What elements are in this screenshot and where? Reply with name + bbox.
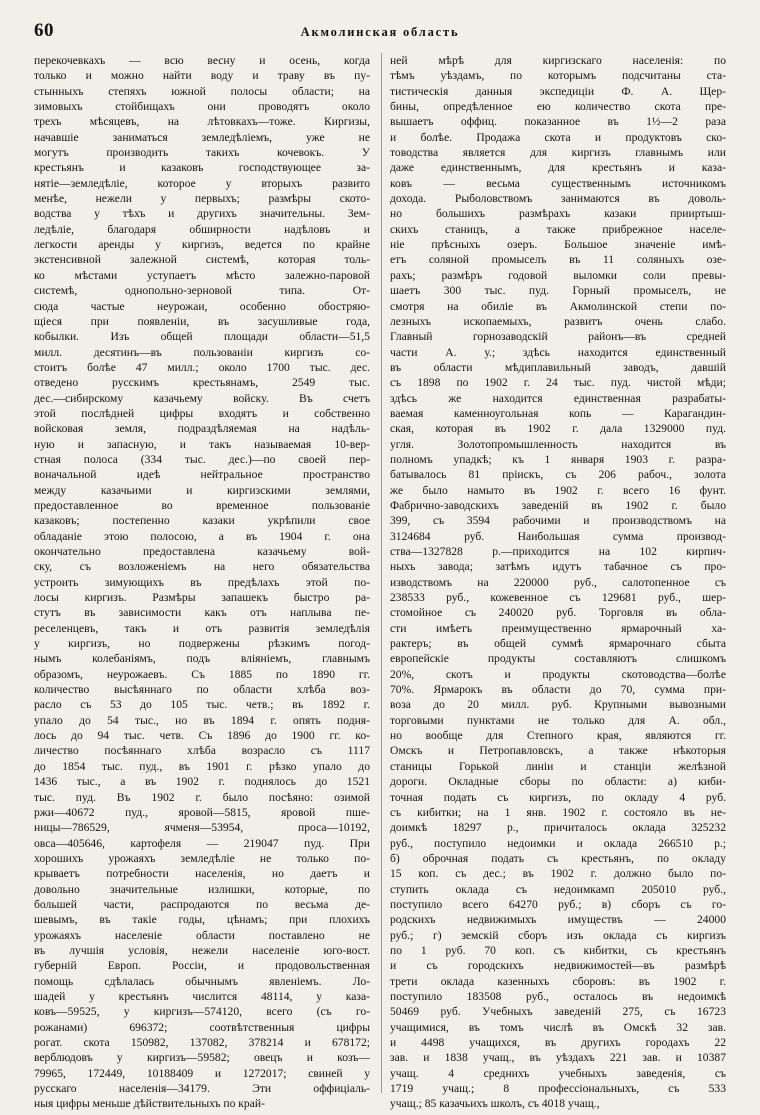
text-line: милл. десятинъ—въ пользованіи киргизъ со- bbox=[34, 345, 370, 359]
text-line: ледѣліе, благодаря обширности надѣловъ и bbox=[34, 222, 370, 236]
text-line: лезныхъ ископаемыхъ, развитъ очень слабо. bbox=[390, 314, 726, 328]
text-line: торговыми пунктами не только для А. обл., bbox=[390, 713, 726, 727]
text-line: тистическія данныя экспедиціи Ф. А. Щер- bbox=[390, 84, 726, 98]
text-line: поступило 183508 руб., осталось въ недоимкѣ bbox=[390, 989, 726, 1003]
text-line: менѣе, нежели у первыхъ; размѣры ското- bbox=[34, 192, 370, 206]
text-line: рактеръ; въ общей суммѣ ярмарочнаго сбыта bbox=[390, 637, 726, 651]
text-line: дороги. Окладные сборы по области: а) киби- bbox=[390, 775, 726, 789]
text-line: этой послѣдней цифры входятъ и собственно bbox=[34, 406, 370, 420]
text-line: верблюдовъ у киргизъ—59582; овецъ и козъ— bbox=[34, 1051, 370, 1065]
text-line: ская, которая въ 1902 г. дала 1329000 пуд. bbox=[390, 422, 726, 436]
text-line: 238533 руб., кожевенное съ 129681 руб., шер- bbox=[390, 591, 726, 605]
text-line: поступило всего 64270 руб.; в) сборъ съ го- bbox=[390, 897, 726, 911]
text-line: товодства является для киргизъ главнымъ или bbox=[390, 146, 726, 160]
text-line: перекочевкахъ — всю весну и осень, когда bbox=[34, 54, 370, 67]
text-line: казаковъ; постепенно казаки укрѣпили свое bbox=[34, 514, 370, 528]
text-line: въ лучшія условія, нежели населеніе юго-вост. bbox=[34, 943, 370, 957]
text-line: Омскъ и Петропавловскъ, а также нѣкоторыя bbox=[390, 744, 726, 758]
text-line: же было намыто въ 1902 г. всего 16 фунт. bbox=[390, 483, 726, 497]
text-line: ковъ—59525, у киргизъ—574120, всего (съ го- bbox=[34, 1005, 370, 1019]
text-line: зимовыхъ стойбищахъ они проводятъ около bbox=[34, 100, 370, 114]
text-line: и болѣе. Продажа скота и продуктовъ ско- bbox=[390, 130, 726, 144]
text-line: упало до 54 тыс., но въ 1894 г. опять подня- bbox=[34, 713, 370, 727]
text-line: только и можно найти воду и траву въ пу- bbox=[34, 69, 370, 83]
text-line: предоставленное во временное пользованіе bbox=[34, 498, 370, 512]
page-header bbox=[34, 20, 726, 46]
text-line: стутъ въ зависимости какъ отъ наплыва пе- bbox=[34, 606, 370, 620]
text-line: 3124684 руб. Наибольшая сумма производ- bbox=[390, 529, 726, 543]
left-text-column bbox=[34, 53, 370, 1112]
text-line: нятіе—земледѣліе, которое у вторыхъ развито bbox=[34, 176, 370, 190]
column-divider bbox=[381, 53, 382, 1093]
text-line: зав. и 1838 учащ., въ уѣздахъ 221 зав. и 10387 bbox=[390, 1051, 726, 1065]
text-line: но вообще для Степного края, являются гг. bbox=[390, 729, 726, 743]
text-line: шаетъ 300 тыс. пуд. Горный промыселъ, не bbox=[390, 284, 726, 298]
text-line: дохода. Рыболовствомъ занимаются въ доволь- bbox=[390, 192, 726, 206]
text-line: 50469 руб. Учебныхъ заведеній 275, съ 16723 bbox=[390, 1005, 726, 1019]
text-line: рогат. скота 150982, 137082, 378214 и 678172; bbox=[34, 1036, 370, 1049]
text-line: лось до 94 тыс. четв. Съ 1896 до 1900 гг. ко- bbox=[34, 729, 370, 743]
text-line: доимкѣ 18297 р., причиталось оклада 325232 bbox=[390, 821, 726, 835]
text-line: етъ соляной промыселъ въ 11 соляныхъ озе- bbox=[390, 253, 726, 267]
text-line: трети оклада казенныхъ сборовъ: въ 1902 г. bbox=[390, 974, 726, 988]
text-line: по 1 руб. 70 коп. съ кибитки, съ крестьянъ bbox=[390, 943, 726, 957]
text-line: съ 1898 по 1902 г. 24 тыс. пуд. чистой мѣди; bbox=[390, 376, 726, 390]
text-line: довольно значительные излишки, которые, по bbox=[34, 882, 370, 896]
running-title: Акмолинская область bbox=[300, 25, 460, 39]
text-line: но большихъ размѣрахъ казаки прииртыш- bbox=[390, 207, 726, 221]
text-line: рахъ; размѣръ годовой выломки соли превы- bbox=[390, 268, 726, 282]
text-line: крываетъ потребности населенія, но даетъ и bbox=[34, 867, 370, 881]
text-line: сти имѣетъ преимущественно ярмарочный ха- bbox=[390, 621, 726, 635]
text-line: скихъ станицъ, а также прибрежное населе- bbox=[390, 222, 726, 236]
text-line: устроить зимующихъ въ предѣлахъ этой по- bbox=[34, 575, 370, 589]
text-line: учащимися, въ томъ числѣ въ Омскѣ 32 зав. bbox=[390, 1020, 726, 1034]
text-line: урожаяхъ населеніе области поставлено не bbox=[34, 928, 370, 942]
text-line: батывалось 81 пріискъ, съ 206 рабоч., золота bbox=[390, 468, 726, 482]
text-line: кобылки. Изъ общей площади области—51,5 bbox=[34, 330, 370, 344]
text-line: у киргизъ, но подвержены рѣзкимъ погод- bbox=[34, 637, 370, 651]
text-line: учащ.; 85 казачьихъ школъ, съ 4018 учащ., bbox=[390, 1097, 600, 1111]
text-line: 399, съ 3594 рабочими и производствомъ на bbox=[390, 514, 726, 528]
page-number: 60 bbox=[34, 20, 54, 41]
text-line: крестьянъ и казаковъ господствующее за- bbox=[34, 161, 370, 175]
text-line: станицы Горькой линіи и станціи желѣзной bbox=[390, 759, 726, 773]
text-line: ржи—40672 пуд., яровой—5815, яровой пше- bbox=[34, 805, 370, 819]
text-line: легкости аренды у киргизъ, ведется по крайне bbox=[34, 238, 370, 252]
text-line: въ области мѣдиплавильный заводъ, давшій bbox=[390, 360, 726, 374]
text-line: овса—405646, картофеля — 219047 пуд. При bbox=[34, 836, 370, 850]
text-line: части А. у.; здѣсь находится единственный bbox=[390, 345, 726, 359]
text-line: Главный горнозаводскій районъ—въ средней bbox=[390, 330, 726, 344]
text-line: могутъ производить такихъ кочевокъ. У bbox=[34, 146, 370, 160]
text-line: обладаніе этою полосою, а въ 1904 г. она bbox=[34, 529, 370, 543]
text-line: отведено русскимъ крестьянамъ, 2549 тыс. bbox=[34, 376, 370, 390]
text-line: нымъ колебаніямъ, подъ вліяніемъ, главнымъ bbox=[34, 652, 370, 666]
text-line: расло съ 53 до 105 тыс. четв.; въ 1892 г. bbox=[34, 698, 370, 712]
text-line: 70%. Ярмарокъ въ области до 70, сумма при- bbox=[390, 683, 726, 697]
text-line: и съ городскихъ недвижимостей—въ размѣрѣ bbox=[390, 959, 726, 973]
text-line: изводствомъ на 220000 руб., салотопенное съ bbox=[390, 575, 726, 589]
text-line: стомойное съ 240020 руб. Торговля въ обла- bbox=[390, 606, 726, 620]
text-line: ску, съ возложеніемъ на него обязательства bbox=[34, 560, 370, 574]
text-line: смотря на обиліе въ Акмолинской степи по- bbox=[390, 299, 726, 313]
text-line: ваемая каменноугольная копь — Карагандин- bbox=[390, 406, 726, 420]
text-line: съ кибитки; на 1 янв. 1902 г. состояло въ не- bbox=[390, 805, 726, 819]
text-line: 1436 тыс., а въ 1902 г. поднялось до 1521 bbox=[34, 775, 370, 789]
text-line: ніе прѣсныхъ озеръ. Большое значеніе имѣ- bbox=[390, 238, 726, 252]
text-line: воза до 20 милл. руб. Крупными вывозными bbox=[390, 698, 726, 712]
text-line: системѣ, однопольно-зерновой типа. От- bbox=[34, 284, 370, 298]
text-line: 15 коп. съ дес.; въ 1902 г. должно было по- bbox=[390, 867, 726, 881]
text-line: губерній Европ. Россіи, и продовольственная bbox=[34, 959, 370, 973]
text-line: щіеся при появленіи, въ засушливые года, bbox=[34, 314, 370, 328]
text-line: лосы киргизъ. Размѣры запашекъ быстро ра- bbox=[34, 591, 370, 605]
text-line: начавшіе заниматься земледѣліемъ, уже не bbox=[34, 130, 370, 144]
text-line: стная полоса (334 тыс. дес.)—по своей пер- bbox=[34, 452, 370, 466]
text-line: ныхъ завода; затѣмъ идутъ табачное съ про- bbox=[390, 560, 726, 574]
text-line: водства у тѣхъ и другихъ значительны. Зем- bbox=[34, 207, 370, 221]
text-line: большей части, распродаются по весьма де- bbox=[34, 897, 370, 911]
text-line: здѣсь же находится единственная разрабаты- bbox=[390, 391, 726, 405]
text-line: хорошихъ урожаяхъ земледѣліе не только по- bbox=[34, 851, 370, 865]
text-line: помощь сдѣлалась обычнымъ явленіемъ. Ло- bbox=[34, 974, 370, 988]
text-line: руб.; г) земскій сборъ изъ оклада съ киргизъ bbox=[390, 928, 726, 942]
text-line: стоитъ болѣе 47 милл.; около 1700 тыс. дес. bbox=[34, 360, 370, 374]
text-line: шевымъ, въ такіе годы, цѣнамъ; при плохихъ bbox=[34, 913, 370, 927]
text-line: до 1854 тыс. пуд., въ 1901 г. рѣзко упало до bbox=[34, 759, 370, 773]
text-line: окончательно предоставлена казачьему вой- bbox=[34, 545, 370, 558]
text-line: личество посѣяннаго хлѣба возрасло съ 1117 bbox=[34, 744, 370, 758]
text-line: бины, опредѣленное ею количество скота пре- bbox=[390, 100, 726, 114]
text-line: и 4498 учащихся, въ другихъ городахъ 22 bbox=[390, 1036, 726, 1049]
text-line: реселенцевъ, такъ и отъ развитія земледѣлія bbox=[34, 621, 370, 635]
text-line: ступить оклада съ недоимкамп 205010 руб., bbox=[390, 882, 726, 896]
text-line: тыс. пуд. Въ 1902 г. было посѣяно: озимой bbox=[34, 790, 370, 804]
text-line: 20%, скотъ и продукты скотоводства—болѣе bbox=[390, 667, 726, 681]
text-line: точная подать съ киргизъ, по окладу 4 руб. bbox=[390, 790, 726, 804]
text-line: полномъ упадкѣ; къ 1 января 1903 г. разра- bbox=[390, 452, 726, 466]
text-line: воначальной идеѣ нейтральное пространство bbox=[34, 468, 370, 482]
text-line: 1719 учащ.; 8 профессіональныхъ, съ 533 bbox=[390, 1082, 726, 1096]
text-line: войсковая земля, подраздѣляемая на надѣль- bbox=[34, 422, 370, 436]
text-line: шадей у крестьянъ числится 48114, у каза- bbox=[34, 989, 370, 1003]
text-line: русскаго населенія—34179. Эти оффиціаль- bbox=[34, 1082, 370, 1096]
text-line: угля. Золотопромышленность находится въ bbox=[390, 437, 726, 451]
text-line: европейскіе продукты составляютъ слишкомъ bbox=[390, 652, 726, 666]
text-line: дес.—сибирскому казачьему войску. Въ счетъ bbox=[34, 391, 370, 405]
text-line: Фабрично-заводскихъ заведеній въ 1902 г. было bbox=[390, 498, 726, 512]
text-line: родскихъ недвижимыхъ имуществъ — 24000 bbox=[390, 913, 726, 927]
text-line: ницы—786529, ячменя—53954, проса—10192, bbox=[34, 821, 370, 835]
text-line: ней мѣрѣ для киргизскаго населенія: по bbox=[390, 54, 726, 67]
text-line: ную и запасную, и такъ называемая 10-вер- bbox=[34, 437, 370, 451]
text-line: 79965, 172449, 10188409 и 1272017; свиней у bbox=[34, 1066, 370, 1080]
right-text-column bbox=[390, 53, 726, 1112]
text-line: учащ. 4 среднихъ учебныхъ заведенія, съ bbox=[390, 1066, 726, 1080]
text-line: вышаетъ оффиц. показанное въ 1½—2 раза bbox=[390, 115, 726, 129]
text-line: ко мѣстами уступаетъ мѣсто залежно-паровой bbox=[34, 268, 370, 282]
text-line: между казачьими и киргизскими землями, bbox=[34, 483, 370, 497]
text-line: рожанами) 696372; соотвѣтственныя цифры bbox=[34, 1020, 370, 1034]
text-line: ныя цифры меньше дѣйствительныхъ по край- bbox=[34, 1097, 265, 1111]
text-line: экстенсивной залежной системѣ, которая толь- bbox=[34, 253, 370, 267]
text-line: тѣмъ уѣздамъ, по которымъ подсчитаны ста- bbox=[390, 69, 726, 83]
text-line: образомъ, неурожаевъ. Съ 1885 по 1890 гг. bbox=[34, 667, 370, 681]
text-line: количество высѣяннаго по области хлѣба воз- bbox=[34, 683, 370, 697]
text-line: ковъ — весьма существеннымъ источникомъ bbox=[390, 176, 726, 190]
text-line: руб., поступило недоимки и оклада 266510 р.; bbox=[390, 836, 726, 850]
text-line: сюда частые неурожаи, особенно обостряю- bbox=[34, 299, 370, 313]
text-line: ства—1327828 р.—приходится на 102 кирпич- bbox=[390, 545, 726, 558]
text-line: стынныхъ степяхъ южной полосы области; на bbox=[34, 84, 370, 98]
text-line: трехъ мѣсяцевъ, на лѣтовкахъ—тоже. Киргизы, bbox=[34, 115, 370, 129]
text-line: даже единственнымъ, для крестьянъ и каза- bbox=[390, 161, 726, 175]
text-line: б) оброчная подать съ крестьянъ, по окладу bbox=[390, 851, 726, 865]
